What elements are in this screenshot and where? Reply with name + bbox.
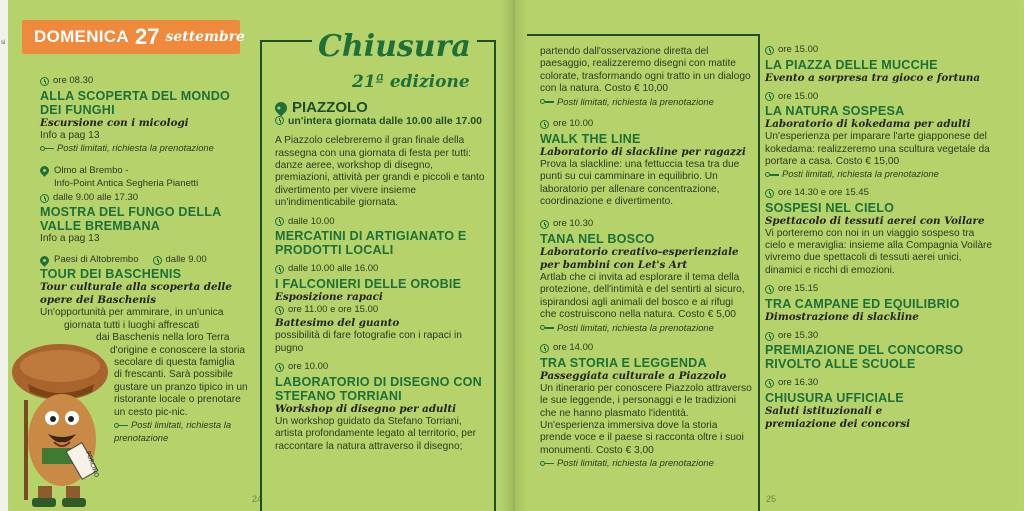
event-time — [765, 330, 997, 343]
event-subtitle: Laboratorio di slackline per ragazzi — [540, 145, 746, 158]
event-body: Un'esperienza per imparare l'arte giapponese del kokedama: realizzeremo una scultura vegetale da portare a casa. Costo € 15,00 — [765, 131, 990, 167]
event-title: TOUR DEI BASCHENIS — [40, 267, 182, 282]
note-text: Posti limitati, richiesta la prenotazione — [57, 142, 214, 153]
arrow-icon — [540, 97, 554, 106]
event-body: Un itinerario per conoscere Piazzolo attraverso le sue leggende, i personaggi e le tradizioni che ne hanno plasmato l'identità. Un'esperienza immersiva dove la storia prende voce e il paese si racconta oltre i suoi monumenti. Costo € 3,00 — [540, 382, 752, 456]
event-sospesi-cielo — [765, 187, 997, 277]
time-text: dalle 9.00 alle 17.30 — [53, 191, 139, 203]
time-text: un'intera giornata dalle 10.00 alle 17.00 — [288, 114, 482, 127]
clock-icon — [540, 344, 549, 353]
event-subtitle: Laboratorio di kokedama per adulti — [765, 118, 971, 131]
event-body: Prova la slackline: una fettuccia tesa tra due punti su cui camminare in equilibrio. Un laboratorio per allenare concentrazione, coordinazione e divertimento. — [540, 158, 740, 208]
event-time — [765, 377, 997, 390]
time-text: ore 15.30 — [778, 329, 819, 341]
event-natura-sospesa — [765, 91, 997, 181]
body-line: ristorante locale o prenotare — [114, 394, 241, 406]
page-fold — [500, 0, 528, 511]
previous-page-edge — [0, 0, 8, 511]
time-text: ore 10.00 — [288, 361, 329, 373]
event-title: LA PIAZZA DELLE MUCCHE — [765, 57, 938, 72]
mid-right-column — [540, 46, 752, 476]
clock-icon — [40, 77, 49, 86]
body-line: gustare un pranzo tipico in un — [114, 381, 248, 393]
event-laboratorio-disegno-cont — [540, 46, 752, 108]
event-title: MERCATINI DI ARTIGIANATO E PRODOTTI LOCALI — [275, 229, 467, 258]
note-text: Posti limitati, richiesta la — [131, 419, 232, 431]
time-text: ore 16.30 — [778, 377, 819, 389]
time-text: ore 11.00 e ore 15.00 — [288, 303, 379, 315]
booking-note — [765, 168, 997, 181]
event-title: CHIUSURA UFFICIALE — [765, 391, 904, 405]
booking-note — [540, 322, 752, 335]
frame-top-right — [527, 34, 759, 36]
clock-icon — [540, 120, 549, 129]
event-time — [540, 118, 752, 131]
booking-note — [540, 457, 752, 470]
location-text: Olmo al Brembo - — [54, 164, 129, 176]
event-body: partendo dall'osservazione diretta del paesaggio, realizzeremo disegni con matite colorate, trasformando ogni tratto in un dialogo con la natura. Costo € 10,00 — [540, 46, 751, 95]
body-line: di frescanti. Sarà possibile — [114, 369, 233, 381]
note-text: Posti limitati, richiesta la prenotazione — [557, 457, 714, 469]
time-text: ore 14.00 — [553, 342, 594, 354]
mushroom-mascot-illustration — [8, 340, 112, 510]
clock-icon — [40, 194, 49, 203]
edge-text: si — [1, 40, 6, 46]
time-text: dalle 9.00 — [165, 253, 207, 265]
page-number-left: 24 — [252, 494, 263, 504]
event-title: LABORATORIO DI DISEGNO CON STEFANO TORRIANI — [275, 374, 482, 403]
location-text-2: Info-Point Antica Segheria Pianetti — [54, 178, 199, 190]
event-time — [765, 283, 997, 296]
event-time-2 — [275, 304, 489, 317]
event-subtitle-2: Battesimo del guanto — [275, 317, 400, 330]
event-title: MOSTRA DEL FUNGO DELLA VALLE BREMBANA — [40, 205, 221, 234]
body-line: Un'opportunità per ammirare, in un'unica — [40, 307, 224, 319]
event-mercatini — [275, 216, 489, 258]
event-subtitle: Passeggiata culturale a Piazzolo — [540, 369, 727, 382]
clock-icon — [765, 379, 774, 388]
clock-icon — [153, 256, 162, 265]
arrow-icon — [540, 323, 554, 332]
clock-icon — [765, 285, 774, 294]
arrow-icon — [40, 144, 54, 153]
clock-icon — [765, 189, 774, 198]
main-location — [275, 99, 489, 116]
date-day: DOMENICA — [34, 27, 129, 46]
event-body: Vi porteremo con noi in un viaggio sospeso tra cielo e meraviglia: insieme alla Compagnia Voilàre vivremo due spettacoli di tessuti aerei unici, dinamici e ricchi di emozioni. — [765, 227, 993, 276]
event-mostra — [40, 165, 252, 246]
event-title: TRA STORIA E LEGGENDA — [540, 355, 707, 370]
clock-icon — [765, 332, 774, 341]
time-text: ore 10.30 — [553, 218, 594, 230]
page-number-right: 25 — [766, 494, 777, 504]
event-subtitle: Escursione con i micologi — [40, 116, 189, 129]
event-tana-nel-bosco — [540, 218, 752, 334]
body-line: un cesto pic-nic. — [114, 406, 188, 418]
event-campane-equilibrio — [765, 283, 997, 324]
event-subtitle: Laboratorio creativo-esperienziale per bambini con Let's Art — [540, 246, 739, 272]
clock-icon — [275, 306, 284, 315]
note-text: Posti limitati, richiesta la prenotazione — [557, 95, 714, 107]
event-time — [40, 75, 252, 88]
event-body: Un workshop guidato da Stefano Torriani, artista profondamente legato al territorio, per raccontare la natura attraverso il disegno; — [275, 415, 477, 452]
event-body: Artlab che ci invita ad esplorare il tema della protezione, dell'intimità e del sentirti al sicuro, ispirandosi agli animali del bosco e ai rifugi che costruiscono nella natura. Costo € 5,00 — [540, 272, 745, 321]
location-text: PIAZZOLO — [292, 99, 368, 116]
edition-label: 21ª edizione — [352, 72, 470, 92]
clock-icon — [275, 116, 284, 125]
location-pin-icon — [38, 165, 51, 178]
event-title: PREMIAZIONE DEL CONCORSO RIVOLTO ALLE SCUOLE — [765, 343, 964, 372]
booking-note — [540, 96, 752, 109]
event-falconieri — [275, 263, 489, 355]
date-month: settembre — [165, 29, 245, 45]
body-line: d'origine e conoscere la storia — [110, 344, 246, 356]
event-title: SOSPESI NEL CIELO — [765, 200, 895, 215]
arrow-icon — [765, 170, 779, 179]
clock-icon — [765, 46, 774, 55]
event-premiazione — [765, 330, 997, 372]
date-number: 27 — [134, 24, 160, 49]
booking-note — [40, 142, 252, 155]
time-text: ore 08.30 — [53, 75, 94, 86]
event-title: WALK THE LINE — [540, 131, 641, 146]
location-text: Paesi di Altobrembo — [54, 253, 139, 265]
clock-icon — [275, 363, 284, 372]
time-text: ore 14.30 e ore 15.45 — [778, 187, 869, 198]
time-text: ore 15.00 — [778, 90, 819, 102]
time-text: dalle 10.00 alle 16.00 — [288, 263, 379, 275]
body-line: secolare di questa famiglia — [114, 357, 235, 368]
event-title: ALLA SCOPERTA DEL MONDO DEI FUNGHI — [40, 88, 231, 117]
arrow-icon — [540, 459, 554, 468]
note-text-2: prenotazione — [114, 431, 169, 443]
event-subtitle: Workshop di disegno per adulti — [275, 402, 457, 415]
clock-icon — [275, 217, 284, 226]
clock-icon — [540, 220, 549, 229]
event-time — [275, 263, 489, 276]
event-time — [540, 342, 752, 355]
chiusura-heading: Chiusura — [312, 29, 477, 64]
event-funghi — [40, 75, 252, 155]
event-subtitle: Tour culturale alla scoperta delle opere dei Baschenis — [40, 281, 232, 307]
event-time — [40, 192, 252, 205]
event-subtitle: Evento a sorpresa tra gioco e fortuna — [765, 71, 981, 84]
body-line: giornata tutti i luoghi affrescati — [64, 319, 200, 331]
event-subtitle: Saluti istituzionali e premiazione dei concorsi — [765, 405, 911, 430]
time-text: dalle 10.00 — [288, 215, 335, 227]
body-line: dai Baschenis nella loro Terra — [96, 332, 230, 344]
clock-icon — [275, 265, 284, 274]
event-time — [275, 361, 489, 374]
center-column — [275, 99, 489, 459]
time-text: ore 15.00 — [778, 44, 819, 55]
event-chiusura-ufficiale — [765, 377, 997, 431]
event-time — [765, 44, 997, 57]
event-info: Info a pag 13 — [40, 129, 100, 141]
time-text: ore 10.00 — [553, 118, 594, 130]
note-text: Posti limitati, richiesta la prenotazione — [557, 321, 714, 333]
location-pin-icon — [38, 254, 51, 267]
event-time — [540, 218, 752, 231]
event-title: TRA CAMPANE ED EQUILIBRIO — [765, 296, 960, 311]
main-time — [275, 115, 489, 128]
event-subtitle: Esposizione rapaci — [275, 290, 383, 303]
event-info: Info a pag 13 — [40, 233, 100, 245]
chiusura-description: A Piazzolo celebreremo il gran finale della rassegna con una giornata di festa per tutti: danze aeree, workshop di disegno, premiazioni, attività per grandi e piccoli e tanto divertimento per vivere insieme un'indimenticabile giornata. — [275, 135, 485, 209]
right-column — [765, 44, 997, 437]
time-text: ore 15.15 — [778, 283, 819, 295]
mascot-badge-text: PORCINO — [84, 450, 101, 479]
event-title: I FALCONIERI DELLE OROBIE — [275, 276, 462, 291]
event-time — [275, 216, 489, 229]
event-walk-the-line — [540, 118, 752, 208]
event-subtitle: Dimostrazione di slackline — [765, 310, 919, 323]
note-text: Posti limitati, richiesta la prenotazione — [782, 168, 939, 180]
event-time — [765, 187, 997, 200]
event-title: LA NATURA SOSPESA — [765, 104, 905, 119]
event-title: TANA NEL BOSCO — [540, 232, 655, 247]
arrow-icon — [114, 421, 128, 430]
event-location — [40, 254, 252, 267]
event-location — [40, 165, 252, 178]
clock-icon — [765, 92, 774, 101]
frame-right-border — [758, 34, 760, 511]
event-piazza-mucche — [765, 44, 997, 85]
event-time — [765, 91, 997, 104]
date-banner — [22, 20, 245, 54]
event-laboratorio-disegno — [275, 361, 489, 453]
event-subtitle: Spettacolo di tessuti aerei con Voilare — [765, 214, 985, 227]
event-storia-leggenda — [540, 342, 752, 470]
event-body: possibilità di fare fotografie con i rapaci in pugno — [275, 330, 462, 354]
